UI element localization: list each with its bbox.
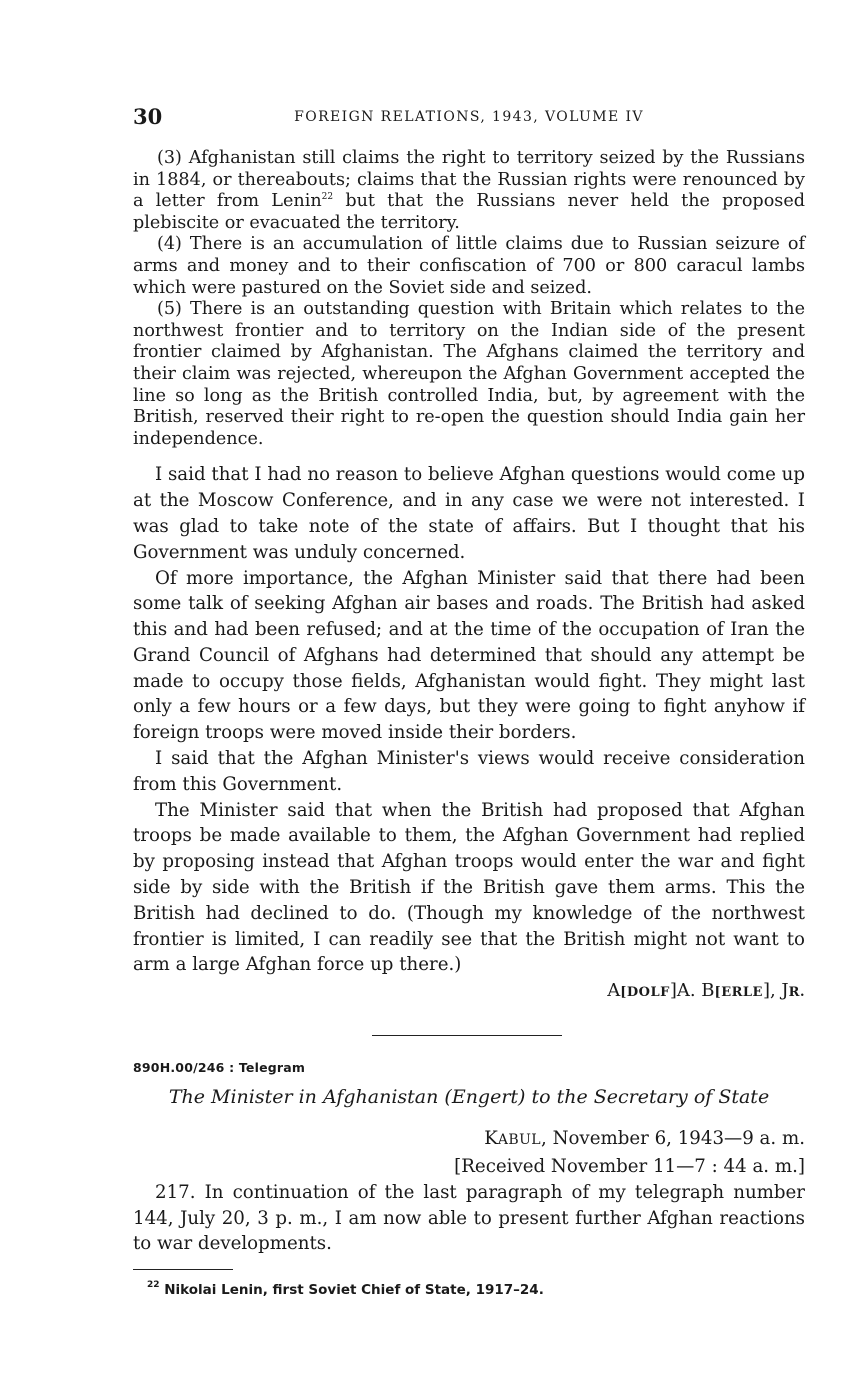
- paragraph: I said that I had no reason to believe Afghan questions would come up at the Moscow Conference, and in any case we were not interested. I was glad to take note of the state of affairs. But I thought that his Government was unduly concerned.: [133, 464, 805, 563]
- document-reference: 890H.00/246 : Telegram: [133, 1060, 306, 1076]
- telegram-body: [133, 1180, 805, 1257]
- item-4: (4) There is an accumulation of little claims due to Russian seizure of arms and money and to their confiscation of 700 or 800 caracul lambs which were pastured on the Soviet side and seized.: [133, 234, 805, 298]
- page-number: 30: [133, 104, 163, 129]
- memo-paragraphs: [133, 462, 805, 978]
- paragraph: Of more importance, the Afghan Minister said that there had been some talk of seeking Afghan air bases and roads. The British had asked this and had been refused; and at the time of the occupation of Iran the Grand Council of Afghans had determined that should any attempt be made to occupy those fields, Afghanistan would fight. They might last only a few hours or a few days, but they were going to fight anyhow if foreign troops were moved inside their borders.: [133, 567, 805, 744]
- footnote-divider: [133, 1269, 233, 1270]
- running-head: FOREIGN RELATIONS, 1943, VOLUME IV: [294, 109, 644, 125]
- footnote: $^{22}$ Nikolai Lenin, first Soviet Chief of State, 1917–24.: [147, 1280, 544, 1299]
- dateline: KABUL, November 6, 1943—9 a. m.: [484, 1128, 805, 1150]
- paragraph: 217. In continuation of the last paragraph of my telegraph number 144, July 20, 3 p. m., I am now able to present further Afghan reactions to war developments.: [133, 1181, 805, 1255]
- page-header: [133, 104, 805, 130]
- item-3: (3) Afghanistan still claims the right to territory seized by the Russians in 1884, or thereabouts; claims that the Russian rights were renounced by a letter from Lenin$^{22}$ but that the Russians never held the proposed plebiscite or evacuated the territory.: [133, 148, 805, 233]
- received-line: [Received November 11—7 : 44 a. m.]: [454, 1156, 805, 1178]
- footnote-reference: 22: [321, 192, 334, 203]
- section-divider: [372, 1035, 562, 1036]
- item-5: (5) There is an outstanding question with Britain which relates to the northwest frontier and to territory on the Indian side of the present frontier claimed by Afghanistan. The Afghans claimed the territory and their claim was rejected, whereupon the Afghan Government accepted the line so long as the British controlled India, but, by agreement with the British, reserved their right to re-open the question should India gain her independence.: [133, 299, 805, 449]
- signature: A[DOLF]A. B[ERLE], JR.: [607, 980, 805, 1002]
- paragraph: The Minister said that when the British had proposed that Afghan troops be made available to them, the Afghan Government had replied by proposing instead that Afghan troops would enter the war and fight side by side with the British if the British gave them arms. This the British had declined to do. (Though my knowledge of the northwest frontier is limited, I can readily see that the British might not want to arm a large Afghan force up there.): [133, 799, 805, 976]
- numbered-items: [133, 148, 805, 450]
- page-body: [133, 148, 805, 1298]
- paragraph: I said that the Afghan Minister's views would receive consideration from this Government.: [133, 748, 805, 795]
- document-title: The Minister in Afghanistan (Engert) to the Secretary of State: [168, 1086, 770, 1109]
